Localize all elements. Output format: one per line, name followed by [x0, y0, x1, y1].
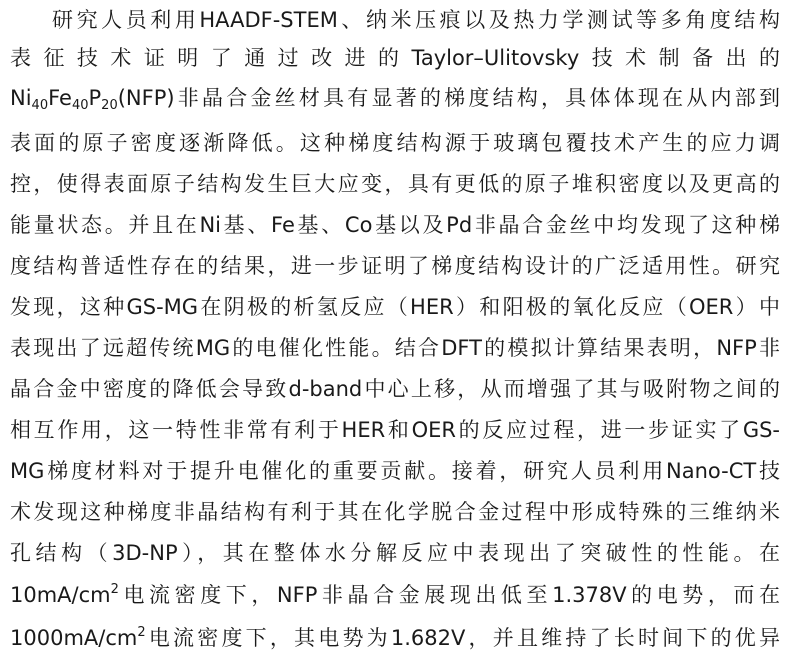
- line-text: 电流密度下，其电势为1.682V，并且维持了长时间下的优异: [145, 626, 780, 650]
- paragraph-line-10: [10, 371, 780, 407]
- formula-fe-subscript: 40: [71, 98, 89, 113]
- line-text: 能量状态。并且在Ni基、Fe基、Co基以及Pd非晶合金丝中均发现了这种梯: [10, 213, 780, 237]
- current-density-superscript: 2: [137, 625, 146, 640]
- paragraph-line-13: [10, 494, 780, 530]
- paragraph-line-2: [10, 40, 780, 76]
- paragraph-line-15: [10, 577, 780, 613]
- paragraph-line-8: [10, 289, 780, 325]
- chemical-formula: [10, 86, 118, 113]
- paragraph-line-7: [10, 248, 780, 284]
- line-text: 表面的原子密度逐渐降低。这种梯度结构源于玻璃包覆技术产生的应力调: [10, 131, 780, 155]
- line-text: 表现出了远超传统MG的电催化性能。结合DFT的模拟计算结果表明，NFP非: [10, 336, 780, 360]
- line-text: MG梯度材料对于提升电催化的重要贡献。接着，研究人员利用Nano-CT技: [10, 459, 780, 483]
- paragraph-line-4: [10, 125, 780, 161]
- paragraph-line-9: [10, 330, 780, 366]
- line-text: 表征技术证明了通过改进的Taylor–Ulitovsky技术制备出的: [10, 46, 780, 70]
- line-text: 相互作用，这一特性非常有利于HER和OER的反应过程，进一步证实了GS-: [10, 418, 780, 442]
- current-density-value: [10, 626, 146, 650]
- formula-ni-subscript: 40: [31, 98, 49, 113]
- formula-ni: Ni: [10, 86, 32, 110]
- paragraph-line-6: [10, 207, 780, 243]
- paragraph-line-14: [10, 535, 780, 571]
- paragraph-line-16: [10, 620, 780, 656]
- line-text: 孔结构（3D-NP），其在整体水分解反应中表现出了突破性的性能。在: [10, 541, 780, 565]
- current-density-number: 1000mA/cm: [10, 626, 138, 650]
- line-text: 研究人员利用HAADF-STEM、纳米压痕以及热力学测试等多角度结构: [52, 8, 780, 32]
- line-text: 发现，这种GS-MG在阴极的析氢反应（HER）和阳极的氧化反应（OER）中: [10, 295, 780, 319]
- line-text: 术发现这种梯度非晶结构有利于其在化学脱合金过程中形成特殊的三维纳米: [10, 500, 780, 524]
- line-text: 晶合金中密度的降低会导致d-band中心上移，从而增强了其与吸附物之间的: [10, 377, 780, 401]
- current-density-superscript: 2: [110, 582, 119, 597]
- paragraph-line-5: [10, 166, 780, 202]
- paragraph-line-11: [10, 412, 780, 448]
- line-text: (NFP)非晶合金丝材具有显著的梯度结构，具体体现在从内部到: [117, 86, 780, 110]
- formula-p-subscript: 20: [101, 98, 118, 113]
- paragraph-line-3: [10, 80, 780, 116]
- line-text: 电流密度下，NFP非晶合金展现出低至1.378V的电势，而在: [118, 583, 780, 607]
- line-text: 控，使得表面原子结构发生巨大应变，具有更低的原子堆积密度以及更高的: [10, 172, 780, 196]
- line-text: 度结构普适性存在的结果，进一步证明了梯度结构设计的广泛适用性。研究: [10, 254, 780, 278]
- current-density-number: 10mA/cm: [10, 583, 111, 607]
- paragraph-line-12: [10, 453, 780, 489]
- paragraph-line-1: [52, 2, 780, 38]
- current-density-value: [10, 583, 119, 607]
- formula-fe: Fe: [48, 86, 72, 110]
- formula-p: P: [88, 86, 102, 110]
